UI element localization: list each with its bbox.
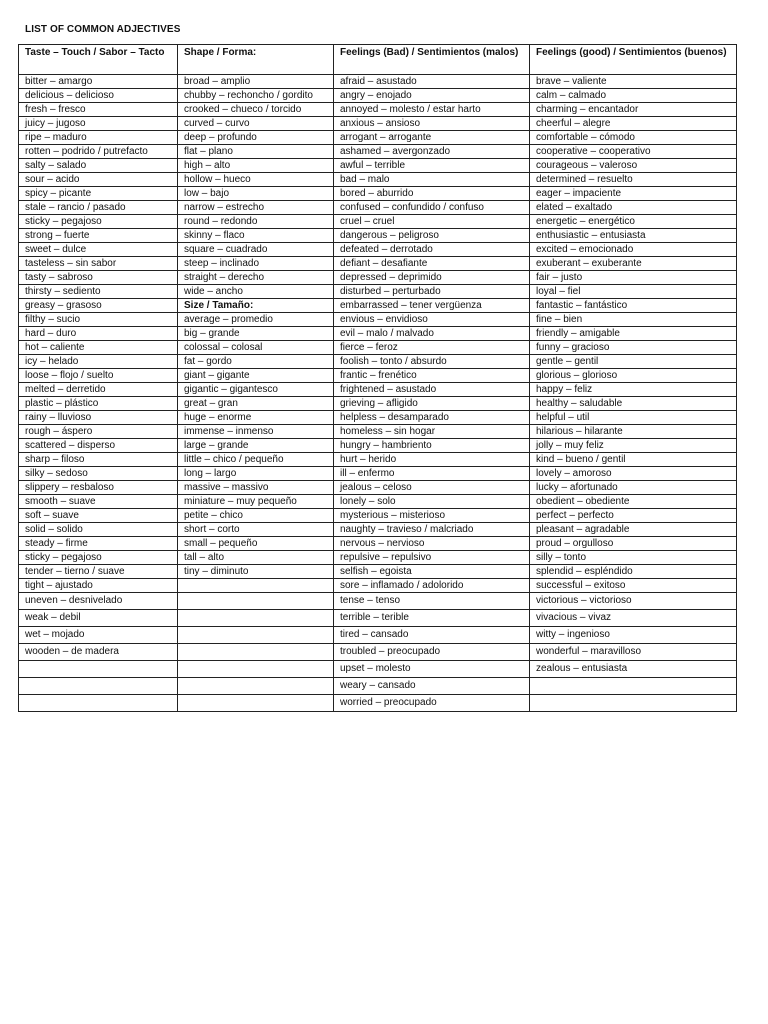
cell-taste-touch: sticky – pegajoso xyxy=(19,551,178,565)
cell-shape: broad – amplio xyxy=(178,75,334,89)
cell-feelings-good: witty – ingenioso xyxy=(530,627,737,644)
cell-taste-touch: slippery – resbaloso xyxy=(19,481,178,495)
table-row xyxy=(19,341,737,355)
cell-feelings-good: fantastic – fantástico xyxy=(530,299,737,313)
cell-taste-touch: spicy – picante xyxy=(19,187,178,201)
table-row xyxy=(19,299,737,313)
cell-feelings-bad: annoyed – molesto / estar harto xyxy=(334,103,530,117)
cell-feelings-good: friendly – amigable xyxy=(530,327,737,341)
table-row xyxy=(19,187,737,201)
cell-shape: small – pequeño xyxy=(178,537,334,551)
cell-shape xyxy=(178,627,334,644)
cell-shape: miniature – muy pequeño xyxy=(178,495,334,509)
table-row xyxy=(19,523,737,537)
table-row xyxy=(19,481,737,495)
table-row xyxy=(19,644,737,661)
cell-shape: big – grande xyxy=(178,327,334,341)
cell-feelings-good: energetic – energético xyxy=(530,215,737,229)
cell-shape: huge – enorme xyxy=(178,411,334,425)
table-row xyxy=(19,201,737,215)
table-row xyxy=(19,425,737,439)
cell-shape xyxy=(178,593,334,610)
header-feelings-bad: Feelings (Bad) / Sentimientos (malos) xyxy=(334,45,530,75)
cell-taste-touch: wooden – de madera xyxy=(19,644,178,661)
cell-taste-touch: delicious – delicioso xyxy=(19,89,178,103)
table-row xyxy=(19,627,737,644)
header-shape: Shape / Forma: xyxy=(178,45,334,75)
cell-taste-touch: steady – firme xyxy=(19,537,178,551)
table-row xyxy=(19,397,737,411)
cell-shape: curved – curvo xyxy=(178,117,334,131)
cell-taste-touch: ripe – maduro xyxy=(19,131,178,145)
table-row xyxy=(19,610,737,627)
cell-feelings-good: victorious – victorioso xyxy=(530,593,737,610)
cell-taste-touch: sticky – pegajoso xyxy=(19,215,178,229)
cell-feelings-bad: dangerous – peligroso xyxy=(334,229,530,243)
cell-shape: chubby – rechoncho / gordito xyxy=(178,89,334,103)
cell-shape: round – redondo xyxy=(178,215,334,229)
cell-taste-touch: sharp – filoso xyxy=(19,453,178,467)
table-row xyxy=(19,75,737,89)
table-row xyxy=(19,215,737,229)
cell-shape: average – promedio xyxy=(178,313,334,327)
cell-shape: high – alto xyxy=(178,159,334,173)
cell-feelings-good: kind – bueno / gentil xyxy=(530,453,737,467)
cell-taste-touch: wet – mojado xyxy=(19,627,178,644)
cell-feelings-bad: foolish – tonto / absurdo xyxy=(334,355,530,369)
cell-feelings-bad: anxious – ansioso xyxy=(334,117,530,131)
cell-taste-touch: rotten – podrido / putrefacto xyxy=(19,145,178,159)
cell-feelings-good: elated – exaltado xyxy=(530,201,737,215)
cell-feelings-good: splendid – espléndido xyxy=(530,565,737,579)
cell-taste-touch: tasty – sabroso xyxy=(19,271,178,285)
cell-taste-touch: icy – helado xyxy=(19,355,178,369)
cell-feelings-bad: awful – terrible xyxy=(334,159,530,173)
table-row xyxy=(19,327,737,341)
cell-taste-touch xyxy=(19,678,178,695)
cell-taste-touch: solid – solido xyxy=(19,523,178,537)
cell-shape xyxy=(178,661,334,678)
table-header-row xyxy=(19,45,737,75)
document-title: LIST OF COMMON ADJECTIVES xyxy=(25,24,181,35)
cell-feelings-bad: helpless – desamparado xyxy=(334,411,530,425)
cell-feelings-good: wonderful – maravilloso xyxy=(530,644,737,661)
cell-shape xyxy=(178,579,334,593)
cell-taste-touch: tight – ajustado xyxy=(19,579,178,593)
cell-shape: tall – alto xyxy=(178,551,334,565)
cell-taste-touch: melted – derretido xyxy=(19,383,178,397)
cell-taste-touch: weak – debil xyxy=(19,610,178,627)
cell-feelings-bad: cruel – cruel xyxy=(334,215,530,229)
cell-taste-touch: uneven – desnivelado xyxy=(19,593,178,610)
cell-taste-touch: rainy – lluvioso xyxy=(19,411,178,425)
cell-feelings-good: glorious – glorioso xyxy=(530,369,737,383)
cell-taste-touch: hot – caliente xyxy=(19,341,178,355)
cell-feelings-good: zealous – entusiasta xyxy=(530,661,737,678)
table-row xyxy=(19,369,737,383)
cell-taste-touch: fresh – fresco xyxy=(19,103,178,117)
table-row xyxy=(19,117,737,131)
cell-shape: long – largo xyxy=(178,467,334,481)
table-row xyxy=(19,383,737,397)
cell-shape: crooked – chueco / torcido xyxy=(178,103,334,117)
cell-feelings-bad: hurt – herido xyxy=(334,453,530,467)
table-row xyxy=(19,695,737,712)
table-body xyxy=(19,75,737,712)
cell-taste-touch: tasteless – sin sabor xyxy=(19,257,178,271)
cell-feelings-good: loyal – fiel xyxy=(530,285,737,299)
cell-taste-touch: hard – duro xyxy=(19,327,178,341)
cell-taste-touch: bitter – amargo xyxy=(19,75,178,89)
cell-shape xyxy=(178,644,334,661)
cell-feelings-bad: sore – inflamado / adolorido xyxy=(334,579,530,593)
cell-feelings-bad: arrogant – arrogante xyxy=(334,131,530,145)
cell-feelings-bad: terrible – terible xyxy=(334,610,530,627)
cell-feelings-good: brave – valiente xyxy=(530,75,737,89)
cell-shape: hollow – hueco xyxy=(178,173,334,187)
cell-shape: low – bajo xyxy=(178,187,334,201)
cell-feelings-bad: depressed – deprimido xyxy=(334,271,530,285)
cell-feelings-good: eager – impaciente xyxy=(530,187,737,201)
cell-feelings-good: lucky – afortunado xyxy=(530,481,737,495)
cell-feelings-good: gentle – gentil xyxy=(530,355,737,369)
table-row xyxy=(19,453,737,467)
cell-shape: large – grande xyxy=(178,439,334,453)
cell-feelings-bad: troubled – preocupado xyxy=(334,644,530,661)
cell-feelings-bad: jealous – celoso xyxy=(334,481,530,495)
cell-taste-touch: filthy – sucio xyxy=(19,313,178,327)
cell-feelings-bad: fierce – feroz xyxy=(334,341,530,355)
table-row xyxy=(19,159,737,173)
table-row xyxy=(19,257,737,271)
cell-feelings-bad: disturbed – perturbado xyxy=(334,285,530,299)
cell-feelings-good: jolly – muy feliz xyxy=(530,439,737,453)
header-feelings-good: Feelings (good) / Sentimientos (buenos) xyxy=(530,45,737,75)
cell-feelings-bad: worried – preocupado xyxy=(334,695,530,712)
cell-taste-touch: stale – rancio / pasado xyxy=(19,201,178,215)
table-row xyxy=(19,313,737,327)
cell-feelings-bad: lonely – solo xyxy=(334,495,530,509)
cell-taste-touch: smooth – suave xyxy=(19,495,178,509)
cell-taste-touch: rough – áspero xyxy=(19,425,178,439)
table-row xyxy=(19,467,737,481)
cell-shape: straight – derecho xyxy=(178,271,334,285)
cell-feelings-good: cooperative – cooperativo xyxy=(530,145,737,159)
cell-feelings-bad: tense – tenso xyxy=(334,593,530,610)
cell-shape: petite – chico xyxy=(178,509,334,523)
cell-feelings-bad: homeless – sin hogar xyxy=(334,425,530,439)
cell-taste-touch: tender – tierno / suave xyxy=(19,565,178,579)
cell-feelings-good: helpful – util xyxy=(530,411,737,425)
cell-feelings-good: silly – tonto xyxy=(530,551,737,565)
cell-feelings-good: exuberant – exuberante xyxy=(530,257,737,271)
cell-feelings-bad: mysterious – misterioso xyxy=(334,509,530,523)
cell-feelings-bad: defeated – derrotado xyxy=(334,243,530,257)
table-row xyxy=(19,551,737,565)
cell-feelings-good: determined – resuelto xyxy=(530,173,737,187)
cell-taste-touch: sweet – dulce xyxy=(19,243,178,257)
cell-feelings-bad: tired – cansado xyxy=(334,627,530,644)
cell-feelings-good: lovely – amoroso xyxy=(530,467,737,481)
cell-feelings-bad: upset – molesto xyxy=(334,661,530,678)
table-row xyxy=(19,495,737,509)
cell-shape: gigantic – gigantesco xyxy=(178,383,334,397)
cell-feelings-good: cheerful – alegre xyxy=(530,117,737,131)
cell-feelings-good: excited – emocionado xyxy=(530,243,737,257)
cell-shape: narrow – estrecho xyxy=(178,201,334,215)
cell-taste-touch: sour – acido xyxy=(19,173,178,187)
cell-shape: skinny – flaco xyxy=(178,229,334,243)
cell-feelings-bad: frantic – frenético xyxy=(334,369,530,383)
cell-feelings-good xyxy=(530,695,737,712)
cell-feelings-good xyxy=(530,678,737,695)
cell-feelings-good: fine – bien xyxy=(530,313,737,327)
table-row xyxy=(19,678,737,695)
cell-feelings-good: happy – feliz xyxy=(530,383,737,397)
cell-feelings-bad: bad – malo xyxy=(334,173,530,187)
cell-shape: giant – gigante xyxy=(178,369,334,383)
cell-feelings-good: successful – exitoso xyxy=(530,579,737,593)
table-row xyxy=(19,131,737,145)
cell-shape xyxy=(178,610,334,627)
cell-taste-touch xyxy=(19,695,178,712)
cell-shape xyxy=(178,678,334,695)
table-row xyxy=(19,89,737,103)
cell-feelings-good: hilarious – hilarante xyxy=(530,425,737,439)
cell-shape: flat – plano xyxy=(178,145,334,159)
cell-feelings-good: pleasant – agradable xyxy=(530,523,737,537)
adjectives-table xyxy=(18,44,737,712)
cell-feelings-good: healthy – saludable xyxy=(530,397,737,411)
cell-shape: deep – profundo xyxy=(178,131,334,145)
cell-feelings-bad: grieving – afligido xyxy=(334,397,530,411)
table-row xyxy=(19,661,737,678)
table-row xyxy=(19,355,737,369)
cell-taste-touch xyxy=(19,661,178,678)
table-row xyxy=(19,145,737,159)
table-row xyxy=(19,243,737,257)
cell-feelings-bad: angry – enojado xyxy=(334,89,530,103)
table-row xyxy=(19,593,737,610)
cell-shape: massive – massivo xyxy=(178,481,334,495)
table-row xyxy=(19,509,737,523)
cell-feelings-bad: confused – confundido / confuso xyxy=(334,201,530,215)
cell-taste-touch: salty – salado xyxy=(19,159,178,173)
cell-taste-touch: strong – fuerte xyxy=(19,229,178,243)
cell-feelings-bad: weary – cansado xyxy=(334,678,530,695)
cell-feelings-good: courageous – valeroso xyxy=(530,159,737,173)
cell-taste-touch: soft – suave xyxy=(19,509,178,523)
cell-feelings-bad: evil – malo / malvado xyxy=(334,327,530,341)
table-row xyxy=(19,271,737,285)
cell-taste-touch: juicy – jugoso xyxy=(19,117,178,131)
cell-feelings-good: comfortable – cómodo xyxy=(530,131,737,145)
cell-taste-touch: thirsty – sediento xyxy=(19,285,178,299)
cell-taste-touch: scattered – disperso xyxy=(19,439,178,453)
cell-feelings-bad: ill – enfermo xyxy=(334,467,530,481)
cell-shape: steep – inclinado xyxy=(178,257,334,271)
cell-shape: fat – gordo xyxy=(178,355,334,369)
cell-feelings-bad: selfish – egoista xyxy=(334,565,530,579)
cell-shape: little – chico / pequeño xyxy=(178,453,334,467)
cell-feelings-bad: afraid – asustado xyxy=(334,75,530,89)
cell-feelings-bad: naughty – travieso / malcriado xyxy=(334,523,530,537)
header-taste-touch: Taste – Touch / Sabor – Tacto xyxy=(19,45,178,75)
table-row xyxy=(19,229,737,243)
cell-feelings-bad: ashamed – avergonzado xyxy=(334,145,530,159)
table-row xyxy=(19,537,737,551)
table-row xyxy=(19,565,737,579)
cell-shape: square – cuadrado xyxy=(178,243,334,257)
cell-feelings-good: proud – orgulloso xyxy=(530,537,737,551)
cell-feelings-good: perfect – perfecto xyxy=(530,509,737,523)
cell-shape: colossal – colosal xyxy=(178,341,334,355)
cell-feelings-good: calm – calmado xyxy=(530,89,737,103)
cell-feelings-good: enthusiastic – entusiasta xyxy=(530,229,737,243)
cell-taste-touch: plastic – plástico xyxy=(19,397,178,411)
cell-feelings-bad: nervous – nervioso xyxy=(334,537,530,551)
cell-feelings-good: funny – gracioso xyxy=(530,341,737,355)
cell-shape: tiny – diminuto xyxy=(178,565,334,579)
cell-taste-touch: loose – flojo / suelto xyxy=(19,369,178,383)
cell-feelings-bad: envious – envidioso xyxy=(334,313,530,327)
cell-taste-touch: silky – sedoso xyxy=(19,467,178,481)
cell-feelings-bad: hungry – hambriento xyxy=(334,439,530,453)
cell-feelings-bad: embarrassed – tener vergüenza xyxy=(334,299,530,313)
cell-feelings-good: vivacious – vivaz xyxy=(530,610,737,627)
cell-feelings-good: obedient – obediente xyxy=(530,495,737,509)
cell-feelings-good: fair – justo xyxy=(530,271,737,285)
cell-shape: great – gran xyxy=(178,397,334,411)
table-row xyxy=(19,579,737,593)
cell-shape: immense – inmenso xyxy=(178,425,334,439)
cell-shape: short – corto xyxy=(178,523,334,537)
cell-shape: wide – ancho xyxy=(178,285,334,299)
cell-shape: Size / Tamaño: xyxy=(178,299,334,313)
table-row xyxy=(19,103,737,117)
table-row xyxy=(19,173,737,187)
cell-feelings-good: charming – encantador xyxy=(530,103,737,117)
cell-feelings-bad: bored – aburrido xyxy=(334,187,530,201)
cell-feelings-bad: repulsive – repulsivo xyxy=(334,551,530,565)
cell-taste-touch: greasy – grasoso xyxy=(19,299,178,313)
table-row xyxy=(19,285,737,299)
cell-feelings-bad: frightened – asustado xyxy=(334,383,530,397)
table-row xyxy=(19,439,737,453)
cell-shape xyxy=(178,695,334,712)
cell-feelings-bad: defiant – desafiante xyxy=(334,257,530,271)
table-row xyxy=(19,411,737,425)
